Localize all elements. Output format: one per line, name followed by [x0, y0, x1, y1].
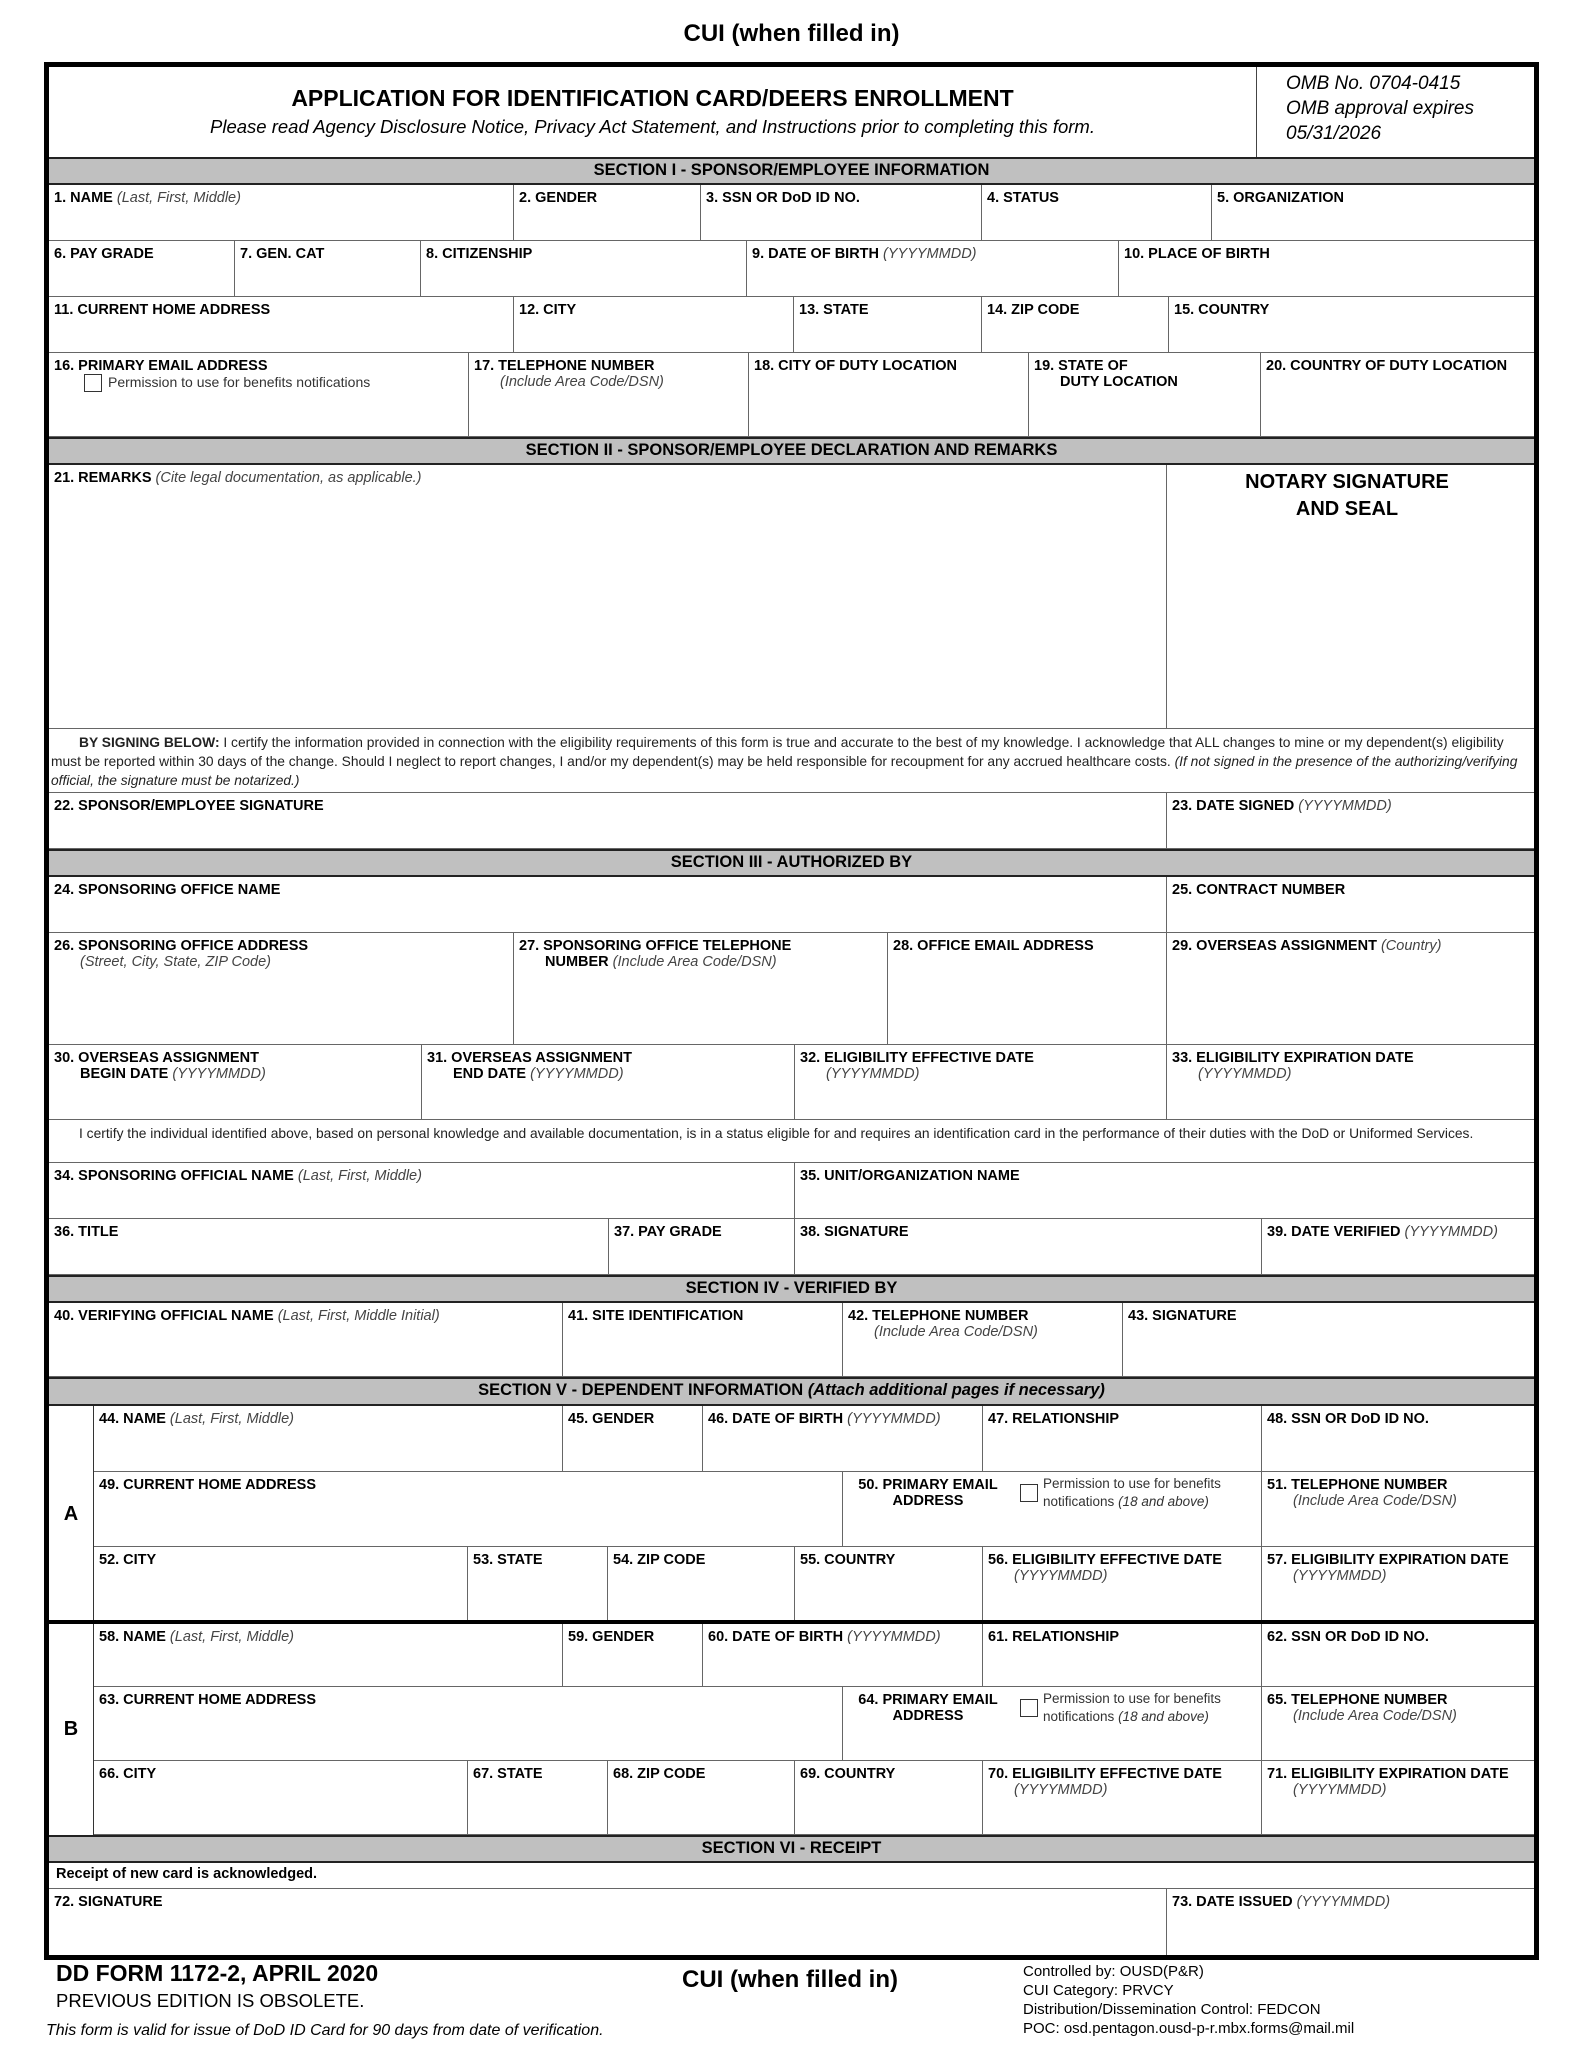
omb-expires-date: 05/31/2026 — [1286, 123, 1382, 144]
omb-expires-label: OMB approval expires — [1286, 98, 1474, 119]
dependent-b-letter: B — [49, 1624, 94, 1835]
field-21-remarks[interactable]: 21. REMARKS (Cite legal documentation, as applicable.) — [49, 465, 1167, 729]
field-18-duty-city[interactable]: 18. CITY OF DUTY LOCATION — [749, 353, 1029, 437]
field-47-dependent-relationship[interactable]: 47. RELATIONSHIP — [983, 1406, 1262, 1472]
field-14-zip[interactable]: 14. ZIP CODE — [982, 297, 1169, 353]
benefits-permission-checkbox[interactable] — [84, 374, 102, 392]
field-70-dependent-eff-date[interactable]: 70. ELIGIBILITY EFFECTIVE DATE (YYYYMMDD) — [983, 1761, 1262, 1835]
field-69-dependent-country[interactable]: 69. COUNTRY — [795, 1761, 983, 1835]
receipt-acknowledgement: Receipt of new card is acknowledged. — [49, 1863, 1534, 1889]
field-31-overseas-end[interactable]: 31. OVERSEAS ASSIGNMENT END DATE (YYYYMMDD) — [422, 1045, 795, 1120]
field-16-email[interactable]: 16. PRIMARY EMAIL ADDRESS Permission to use for benefits notifications — [49, 353, 469, 437]
field-42-telephone[interactable]: 42. TELEPHONE NUMBER (Include Area Code/DSN) — [843, 1303, 1123, 1377]
field-27-office-telephone[interactable]: 27. SPONSORING OFFICE TELEPHONE NUMBER (Include Area Code/DSN) — [514, 933, 888, 1045]
field-23-date-signed[interactable]: 23. DATE SIGNED (YYYYMMDD) — [1167, 793, 1534, 849]
notary-area — [1167, 465, 1534, 729]
field-26-office-address[interactable]: 26. SPONSORING OFFICE ADDRESS (Street, City, State, ZIP Code) — [49, 933, 514, 1045]
field-45-dependent-gender[interactable]: 45. GENDER — [563, 1406, 703, 1472]
cui-marking-top: CUI (when filled in) — [683, 20, 900, 47]
omb-number: OMB No. 0704-0415 — [1286, 73, 1461, 94]
poc-email: POC: osd.pentagon.ousd-p-r.mbx.forms@mail.mil — [1023, 2020, 1355, 2037]
notary-label-2: AND SEAL — [1295, 498, 1399, 520]
controlled-by: Controlled by: OUSD(P&R) — [1023, 1963, 1204, 1980]
field-10-place-of-birth[interactable]: 10. PLACE OF BIRTH — [1119, 241, 1534, 297]
field-66-dependent-city[interactable]: 66. CITY — [94, 1761, 468, 1835]
field-1-name[interactable]: 1. NAME (Last, First, Middle) — [49, 185, 514, 241]
field-38-signature[interactable]: 38. SIGNATURE — [795, 1219, 1262, 1275]
field-25-contract-number[interactable]: 25. CONTRACT NUMBER — [1167, 877, 1534, 933]
field-28-office-email[interactable]: 28. OFFICE EMAIL ADDRESS — [888, 933, 1167, 1045]
field-57-dependent-exp-date[interactable]: 57. ELIGIBILITY EXPIRATION DATE (YYYYMMDD) — [1262, 1547, 1534, 1622]
field-22-sponsor-signature[interactable]: 22. SPONSOR/EMPLOYEE SIGNATURE — [49, 793, 1167, 849]
section-3-header: SECTION III - AUTHORIZED BY — [49, 849, 1534, 877]
previous-edition-note: PREVIOUS EDITION IS OBSOLETE. — [56, 1990, 365, 2011]
field-33-eligibility-expiration[interactable]: 33. ELIGIBILITY EXPIRATION DATE (YYYYMMDD) — [1167, 1045, 1534, 1120]
field-41-site-id[interactable]: 41. SITE IDENTIFICATION — [563, 1303, 843, 1377]
field-29-overseas-country[interactable]: 29. OVERSEAS ASSIGNMENT (Country) — [1167, 933, 1534, 1045]
section-5-header: SECTION V - DEPENDENT INFORMATION (Attach additional pages if necessary) — [49, 1377, 1534, 1406]
field-37-pay-grade[interactable]: 37. PAY GRADE — [609, 1219, 795, 1275]
cui-category: CUI Category: PRVCY — [1023, 1982, 1174, 1999]
id-card-application-form — [44, 62, 1539, 1960]
field-40-verifying-official[interactable]: 40. VERIFYING OFFICIAL NAME (Last, First, Middle Initial) — [49, 1303, 563, 1377]
field-64-dependent-email[interactable]: 64. PRIMARY EMAIL ADDRESS Permission to use for benefits notifications (18 and above) — [843, 1687, 1262, 1761]
field-67-dependent-state[interactable]: 67. STATE — [468, 1761, 608, 1835]
field-61-dependent-relationship[interactable]: 61. RELATIONSHIP — [983, 1624, 1262, 1687]
field-59-dependent-gender[interactable]: 59. GENDER — [563, 1624, 703, 1687]
field-49-dependent-address[interactable]: 49. CURRENT HOME ADDRESS — [94, 1472, 843, 1547]
field-39-date-verified[interactable]: 39. DATE VERIFIED (YYYYMMDD) — [1262, 1219, 1534, 1275]
dependent-a-letter: A — [49, 1406, 94, 1622]
section-1-header: SECTION I - SPONSOR/EMPLOYEE INFORMATION — [49, 157, 1534, 185]
field-56-dependent-eff-date[interactable]: 56. ELIGIBILITY EFFECTIVE DATE (YYYYMMDD) — [983, 1547, 1262, 1622]
field-50-dependent-email[interactable]: 50. PRIMARY EMAIL ADDRESS Permission to use for benefits notifications (18 and above) — [843, 1472, 1262, 1547]
dependent-b-benefits-checkbox[interactable] — [1020, 1699, 1038, 1717]
section-2-header: SECTION II - SPONSOR/EMPLOYEE DECLARATION AND REMARKS — [49, 437, 1534, 465]
cui-control-block — [1023, 1962, 1354, 2038]
field-36-title[interactable]: 36. TITLE — [49, 1219, 609, 1275]
field-35-unit-name[interactable]: 35. UNIT/ORGANIZATION NAME — [795, 1163, 1534, 1219]
field-24-office-name[interactable]: 24. SPONSORING OFFICE NAME — [49, 877, 1167, 933]
official-certification-text: I certify the individual identified above, based on personal knowledge and available documentation, is in a status eligible for and requires an identification card in the performance of their duties with the DoD or Uniformed Services. — [49, 1120, 1534, 1163]
field-8-citizenship[interactable]: 8. CITIZENSHIP — [421, 241, 747, 297]
field-44-dependent-name[interactable]: 44. NAME (Last, First, Middle) — [94, 1406, 563, 1472]
field-34-official-name[interactable]: 34. SPONSORING OFFICIAL NAME (Last, First, Middle) — [49, 1163, 795, 1219]
field-12-city[interactable]: 12. CITY — [514, 297, 794, 353]
field-68-dependent-zip[interactable]: 68. ZIP CODE — [608, 1761, 795, 1835]
form-title: APPLICATION FOR IDENTIFICATION CARD/DEERS ENROLLMENT — [291, 85, 1014, 111]
field-62-dependent-ssn[interactable]: 62. SSN OR DoD ID NO. — [1262, 1624, 1534, 1687]
field-15-country[interactable]: 15. COUNTRY — [1169, 297, 1534, 353]
field-11-home-address[interactable]: 11. CURRENT HOME ADDRESS — [49, 297, 514, 353]
field-7-gen-cat[interactable]: 7. GEN. CAT — [235, 241, 421, 297]
field-72-signature[interactable]: 72. SIGNATURE — [49, 1889, 1167, 1955]
section-6-header: SECTION VI - RECEIPT — [49, 1835, 1534, 1863]
field-3-ssn[interactable]: 3. SSN OR DoD ID NO. — [701, 185, 982, 241]
field-60-dependent-dob[interactable]: 60. DATE OF BIRTH (YYYYMMDD) — [703, 1624, 983, 1687]
field-52-dependent-city[interactable]: 52. CITY — [94, 1547, 468, 1622]
field-5-organization[interactable]: 5. ORGANIZATION — [1212, 185, 1534, 241]
section-4-header: SECTION IV - VERIFIED BY — [49, 1275, 1534, 1303]
field-30-overseas-begin[interactable]: 30. OVERSEAS ASSIGNMENT BEGIN DATE (YYYYMMDD) — [49, 1045, 422, 1120]
field-9-date-of-birth[interactable]: 9. DATE OF BIRTH (YYYYMMDD) — [747, 241, 1119, 297]
dependent-a-benefits-checkbox[interactable] — [1020, 1484, 1038, 1502]
form-number: DD FORM 1172-2, APRIL 2020 — [56, 1960, 379, 1986]
field-6-pay-grade[interactable]: 6. PAY GRADE — [49, 241, 235, 297]
field-13-state[interactable]: 13. STATE — [794, 297, 982, 353]
validity-note: This form is valid for issue of DoD ID Card for 90 days from date of verification. — [46, 2022, 604, 2039]
notary-label-1: NOTARY SIGNATURE — [1245, 471, 1449, 493]
field-19-duty-state[interactable]: 19. STATE OF DUTY LOCATION — [1029, 353, 1261, 437]
field-20-duty-country[interactable]: 20. COUNTRY OF DUTY LOCATION — [1261, 353, 1534, 437]
field-71-dependent-exp-date[interactable]: 71. ELIGIBILITY EXPIRATION DATE (YYYYMMDD) — [1262, 1761, 1534, 1835]
dissemination-control: Distribution/Dissemination Control: FEDCON — [1023, 2001, 1321, 2018]
field-48-dependent-ssn[interactable]: 48. SSN OR DoD ID NO. — [1262, 1406, 1534, 1472]
field-63-dependent-address[interactable]: 63. CURRENT HOME ADDRESS — [94, 1687, 843, 1761]
field-51-dependent-telephone[interactable]: 51. TELEPHONE NUMBER (Include Area Code/DSN) — [1262, 1472, 1534, 1547]
field-32-eligibility-effective[interactable]: 32. ELIGIBILITY EFFECTIVE DATE (YYYYMMDD) — [795, 1045, 1167, 1120]
omb-info — [1264, 67, 1534, 157]
field-43-signature[interactable]: 43. SIGNATURE — [1123, 1303, 1534, 1377]
form-instructions: Please read Agency Disclosure Notice, Privacy Act Statement, and Instructions prior to completing this form. — [210, 116, 1095, 137]
field-65-dependent-telephone[interactable]: 65. TELEPHONE NUMBER (Include Area Code/DSN) — [1262, 1687, 1534, 1761]
field-4-status[interactable]: 4. STATUS — [982, 185, 1212, 241]
field-17-telephone[interactable]: 17. TELEPHONE NUMBER (Include Area Code/DSN) — [469, 353, 749, 437]
cui-marking-bottom: CUI (when filled in) — [682, 1966, 898, 1993]
form-header — [49, 67, 1257, 157]
field-54-dependent-zip[interactable]: 54. ZIP CODE — [608, 1547, 795, 1622]
field-46-dependent-dob[interactable]: 46. DATE OF BIRTH (YYYYMMDD) — [703, 1406, 983, 1472]
field-53-dependent-state[interactable]: 53. STATE — [468, 1547, 608, 1622]
field-73-date-issued[interactable]: 73. DATE ISSUED (YYYYMMDD) — [1172, 1894, 1391, 1910]
field-55-dependent-country[interactable]: 55. COUNTRY — [795, 1547, 983, 1622]
sponsor-certification-text: BY SIGNING BELOW: I certify the information provided in connection with the eligibility requirements of this form is true and accurate to the best of my knowledge. I acknowledge that ALL changes to mine or my dependent(s) eligibility must be reported within 30 days of the change. Should I neglect to report changes, I and/or my dependent(s) may be held responsible for recoupment for any accrued healthcare costs. (If not signed in the presence of the authorizing/verifying official, the signature must be notarized.) — [49, 729, 1534, 793]
field-2-gender[interactable]: 2. GENDER — [514, 185, 701, 241]
field-58-dependent-name[interactable]: 58. NAME (Last, First, Middle) — [94, 1624, 563, 1687]
